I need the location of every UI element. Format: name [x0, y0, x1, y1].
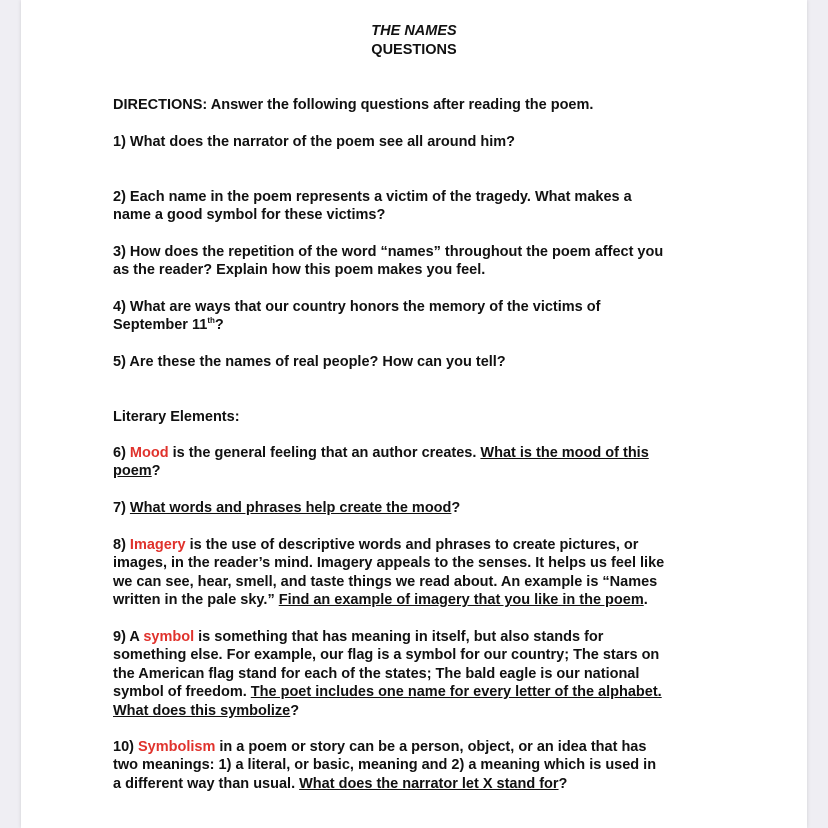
text-segment: September 11	[113, 317, 208, 334]
text-segment: 4) What are ways that our country honors the memory of the victims of	[113, 299, 601, 315]
question-7	[113, 499, 460, 517]
term-highlight: Mood	[129, 445, 169, 461]
text-segment: 5) Are these the names of real people? How can you tell?	[113, 354, 506, 370]
question-6	[113, 444, 649, 481]
text-segment: 3) How does the repetition of the word “names” throughout the poem affect you	[113, 244, 664, 260]
text-line	[113, 554, 664, 572]
document-title: THE NAMES	[371, 23, 457, 39]
text-segment: as the reader? Explain how this poem makes you feel.	[113, 262, 486, 279]
term-highlight: Symbolism	[138, 739, 216, 755]
text-segment: 7)	[113, 500, 130, 516]
question-9	[113, 628, 662, 720]
text-segment: .	[643, 592, 648, 609]
underlined-prompt: What words and phrases help create the mood	[129, 500, 452, 516]
text-segment: DIRECTIONS: Answer the following questions after reading the poem.	[113, 97, 594, 113]
text-line	[113, 353, 506, 371]
text-segment: written in the pale sky.”	[113, 592, 279, 609]
text-segment: a different way than usual.	[113, 775, 300, 792]
question-8	[113, 536, 664, 610]
text-segment: ?	[451, 500, 461, 516]
text-segment: images, in the reader’s mind. Imagery appeals to the senses. It helps us feel like	[113, 555, 665, 572]
text-segment: 2) Each name in the poem represents a victim of the tragedy. What makes a	[113, 189, 632, 205]
text-segment: 9) A	[113, 629, 144, 645]
term-highlight: symbol	[143, 629, 195, 645]
text-line	[113, 665, 662, 683]
text-line	[113, 243, 663, 261]
text-line	[113, 133, 515, 151]
text-segment: ?	[214, 317, 224, 334]
underlined-prompt: Find an example of imagery that you like in the poem	[278, 592, 644, 609]
document-subtitle: QUESTIONS	[371, 42, 457, 58]
text-segment: in a poem or story can be a person, object, or an idea that has	[215, 739, 647, 755]
text-segment: symbol of freedom.	[113, 684, 251, 701]
question-4	[113, 298, 600, 335]
question-3	[113, 243, 663, 280]
text-line	[113, 591, 664, 609]
text-line	[113, 702, 662, 720]
text-segment: name a good symbol for these victims?	[113, 207, 386, 224]
text-line	[113, 96, 593, 114]
text-segment: we can see, hear, smell, and taste things we read about. An example is “Names	[113, 573, 658, 590]
text-line	[113, 206, 632, 224]
text-line	[113, 298, 600, 316]
text-line	[113, 628, 662, 646]
underlined-prompt: What is the mood of this	[480, 445, 649, 461]
text-segment: two meanings: 1) a literal, or basic, meaning and 2) a meaning which is used in	[113, 757, 657, 774]
question-10	[113, 738, 656, 793]
text-line	[113, 261, 663, 279]
text-line	[113, 775, 656, 793]
text-segment: is the general feeling that an author creates.	[168, 445, 481, 461]
text-segment: is the use of descriptive words and phrases to create pictures, or	[185, 537, 639, 553]
text-segment: th	[207, 316, 215, 326]
text-segment: 6)	[113, 445, 130, 461]
underlined-prompt: poem	[113, 463, 152, 480]
text-line	[113, 756, 656, 774]
literary-elements-heading	[113, 408, 240, 426]
text-segment: ?	[290, 702, 300, 719]
text-line	[113, 738, 656, 756]
question-2	[113, 188, 632, 225]
text-segment: something else. For example, our flag is a symbol for our country; The stars on	[113, 647, 660, 664]
text-line	[113, 646, 662, 664]
underlined-prompt: What does the narrator let X stand for	[299, 775, 559, 792]
question-1	[113, 133, 515, 151]
term-highlight: Imagery	[129, 537, 186, 553]
text-line	[113, 188, 632, 206]
text-line	[113, 444, 649, 462]
directions	[113, 96, 593, 114]
text-line	[113, 536, 664, 554]
text-line	[113, 408, 240, 426]
underlined-prompt: The poet includes one name for every letter of the alphabet.	[250, 684, 662, 701]
text-segment: ?	[558, 775, 568, 792]
text-segment: the American flag stand for each of the states; The bald eagle is our national	[113, 665, 640, 682]
text-segment: 1) What does the narrator of the poem see all around him?	[113, 134, 516, 150]
text-segment: Literary Elements:	[113, 409, 240, 425]
text-line	[113, 499, 460, 517]
text-line	[113, 316, 600, 334]
text-line	[113, 683, 662, 701]
underlined-prompt: What does this symbolize	[113, 702, 291, 719]
question-5	[113, 353, 506, 371]
text-line	[113, 573, 664, 591]
text-segment: is something that has meaning in itself, but also stands for	[194, 629, 604, 645]
text-segment: 10)	[113, 739, 138, 755]
text-segment: ?	[151, 463, 161, 480]
text-line	[113, 462, 649, 480]
text-segment: 8)	[113, 537, 130, 553]
